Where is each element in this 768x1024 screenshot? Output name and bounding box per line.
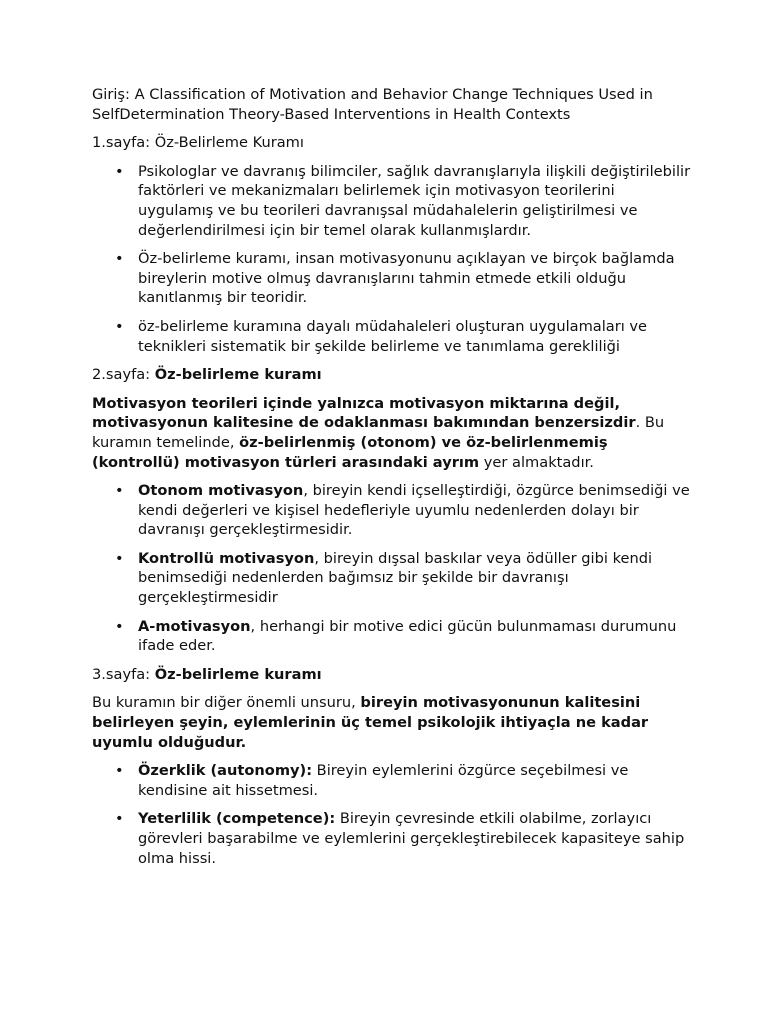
list-item-text: , bireyin dışsal baskılar veya ödüller gibi kendi benimsediği nedenlerden bağımsız bir şekilde bir davranışı gerçekleştirmesidir	[138, 549, 653, 607]
list-item	[138, 481, 692, 540]
section2-list	[92, 481, 692, 656]
section2-para-bold-1: Motivasyon teorileri içinde yalnızca motivasyon miktarına değil, motivasyonun kalitesine de odaklanması bakımından benzersizdir	[92, 394, 636, 432]
section2-heading-title: Öz-belirleme kuramı	[154, 366, 322, 384]
list-item	[138, 617, 692, 656]
list-item-term: A-motivasyon	[138, 617, 251, 635]
list-item-term: Kontrollü motivasyon	[138, 549, 315, 567]
section3-paragraph	[92, 693, 692, 752]
section2-heading	[92, 365, 692, 385]
section3-list	[92, 761, 692, 868]
list-item-text: , herhangi bir motive edici gücün bulunmaması durumunu ifade eder.	[138, 617, 677, 655]
section3-heading-prefix: 3.sayfa:	[92, 665, 155, 683]
section1-heading: 1.sayfa: Öz-Belirleme Kuramı	[92, 134, 304, 152]
section2-para-bold-2: öz-belirlenmiş (otonom) ve öz-belirlenmemiş (kontrollü) motivasyon türleri arasındaki ayrım	[92, 433, 608, 471]
list-item-text: , bireyin kendi içselleştirdiği, özgürce benimsediği ve kendi değerleri ve kişisel hedefleriyle uyumlu nedenlerden dolayı bir davranışı gerçekleştirmesidir.	[138, 482, 690, 539]
intro-title	[92, 85, 692, 124]
section2-para-text-1: . Bu kuramın temelinde,	[92, 414, 665, 451]
list-item	[138, 809, 692, 868]
section3-heading	[92, 665, 692, 685]
list-item: • öz-belirleme kuramına dayalı müdahaleleri oluşturan uygulamaları ve teknikleri sistematik bir şekilde belirleme ve tanımlama gerekliliği	[138, 317, 692, 356]
section2-para-text-2: yer almaktadır.	[479, 453, 594, 471]
list-item-term: Otonom motivasyon	[138, 482, 304, 500]
section3-para-bold-1: bireyin motivasyonunun kalitesini belirleyen şeyin, eylemlerinin üç temel psikolojik ihtiyaçla ne kadar uyumlu olduğudur.	[92, 694, 649, 751]
list-item	[138, 549, 692, 608]
list-item-term: Özerklik (autonomy):	[138, 762, 313, 780]
section3-heading-title: Öz-belirleme kuramı	[154, 665, 322, 683]
list-item: • Öz-belirleme kuramı, insan motivasyonunu açıklayan ve birçok bağlamda bireylerin motive olmuş davranışlarını tahmin etmede etkili olduğu kanıtlanmış bir teoridir.	[138, 249, 692, 308]
list-item	[138, 761, 692, 800]
list-item-term: Yeterlilik (competence):	[138, 810, 336, 828]
list-item-text: Bireyin eylemlerini özgürce seçebilmesi ve kendisine ait hissetmesi.	[138, 762, 629, 799]
section1-list	[92, 162, 692, 356]
section2-heading-prefix: 2.sayfa:	[92, 366, 155, 384]
section3-para-text-1: Bu kuramın bir diğer önemli unsuru,	[92, 694, 361, 712]
list-item-text: Bireyin çevresinde etkili olabilme, zorlayıcı görevleri başarabilme ve eylemlerini gerçekleştirebilecek kapasiteye sahip olma hissi.	[138, 810, 685, 867]
list-item: • Psikologlar ve davranış bilimciler, sağlık davranışlarıyla ilişkili değiştirilebilir faktörleri ve mekanizmaları belirlemek için motivasyon teorilerini uygulamış ve bu teorileri davranışsal müdahalelerin geliştirilmesi ve değerlendirilmesi için bir temel olarak kullanmışlardır.	[138, 162, 692, 240]
section2-paragraph	[92, 394, 692, 472]
document-page	[92, 85, 692, 877]
intro-label: Giriş:	[92, 86, 135, 103]
intro-title-text: A Classification of Motivation and Behavior Change Techniques Used in SelfDetermination Theory-Based Interventions in Health Contexts	[92, 86, 653, 123]
